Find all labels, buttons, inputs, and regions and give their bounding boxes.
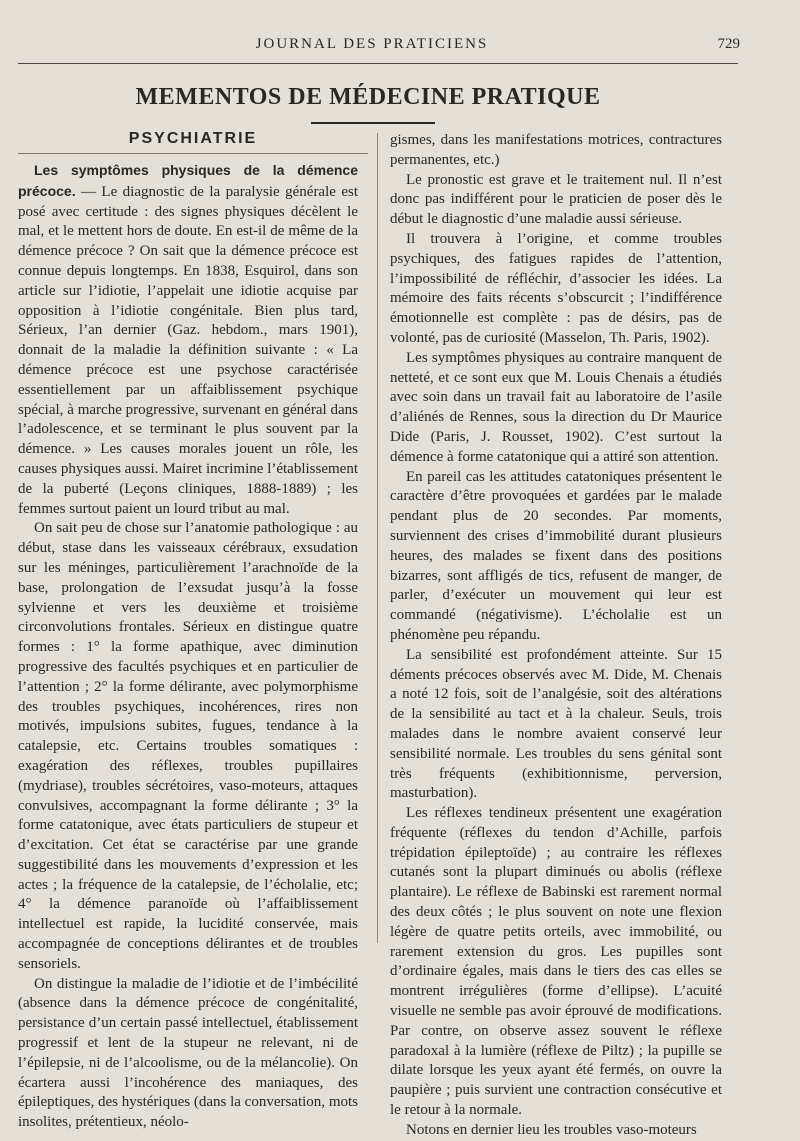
header-rule	[18, 63, 738, 64]
paragraph: Le pronostic est grave et le traitement nul. Il n’est donc pas indifférent pour le praticien de poser dès le début le diagnostic d’une maladie aussi sérieuse.	[390, 171, 722, 228]
paragraph: On distingue la maladie de l’idiotie et de l’imbécilité (absence dans la démence précoce de congénitalité, persistance d’un certain passé intellectuel, établissement progressif et lent de la stupeur ne relevant, ni de l’épilepsie, ni de l’alcoolisme, ou de la mélancolie). On écartera aussi l’incohérence des maniaques, des épileptiques, des hystériques (dans la conversation, mots insolites, prétentieux, néolo-	[18, 975, 358, 1131]
paragraph: Les symptômes physiques au contraire manquent de netteté, et ce sont eux que M. Louis Chenais a étudiés avec soin dans un travail fait au laboratoire de l’asile d’aliénés de Rennes, sous la direction du Dr Maurice Dide (Paris, J. Rousset, 1902). C’est surtout la démence à forme catatonique qui a attiré son attention.	[390, 349, 722, 465]
column-divider	[377, 133, 378, 943]
running-head: JOURNAL DES PRATICIENS	[255, 36, 489, 52]
page-number: 729	[717, 36, 740, 52]
paragraph: Il trouvera à l’origine, et comme troubles psychiques, des fatigues rapides de l’attention, l’impossibilité de réfléchir, d’associer les idées. La mémoire des faits récents s’obscurcit ; l’indifférence émotionnelle est complète : pas de désirs, pas de volonté, pas de curiosité (Masselon, Th. Paris, 1902).	[390, 230, 722, 346]
page-title: MEMENTOS DE MÉDECINE PRATIQUE	[135, 84, 601, 110]
paragraph: Les réflexes tendineux présentent une exagération fréquente (réflexes du tendon d’Achille, parfois trépidation épileptoïde) ; au contraire les réflexes cutanés sont la plupart diminués ou abolis (réflexe plantaire). Le réflexe de Babinski est rarement normal des deux côtés ; le plus souvent on note une flexion légère de quatre petits orteils, avec immobilité, ou rarement extension du gros. Les pupilles sont d’ordinaire égales, mais dans le tiers des cas elles se montrent irrégulières (forme d’ellipse). L’acuité visuelle ne semble pas avoir éprouvé de modifications. Par contre, on observe assez souvent le réflexe paradoxal à la lumière (réflexe de Piltz) ; la pupille se dilate lorsque les yeux ayant été fermés, on ouvre la paupière ; puis survient une contraction consécutive et le retour à la normale.	[390, 805, 722, 1119]
paragraph: La sensibilité est profondément atteinte. Sur 15 déments précoces observés avec M. Dide, M. Chenais a noté 12 fois, soit de l’analgésie, soit des altérations de la sensibilité au tact et à la chaleur. Seuls, trois malades dans le nombre avaient conservé leur sensibilité normale. Les troubles du sens génital sont très fréquents (exhibitionnisme, perversion, masturbation).	[390, 646, 722, 802]
section-rule	[18, 153, 368, 154]
paragraph: En pareil cas les attitudes catatoniques présentent le caractère d’être provoquées et gardées par le malade pendant plus de 20 secondes. Par moments, surviennent des crises d’immobilité durant plusieurs heures, des malades se fixent dans des positions bizarres, sont affligés de tics, refusent de manger, de parler, d’exécuter un mouvement qui leur est commandé (négativisme). L’écholalie est un phénomène peu répandu.	[390, 468, 722, 643]
paragraph: Notons en dernier lieu les troubles vaso-moteurs	[406, 1121, 697, 1138]
paragraph	[18, 161, 358, 519]
right-column	[390, 131, 722, 1141]
left-column	[18, 161, 358, 1133]
title-rule	[311, 122, 435, 124]
section-heading: PSYCHIATRIE	[128, 130, 258, 147]
paragraph: On sait peu de chose sur l’anatomie pathologique : au début, stase dans les vaisseaux cérébraux, exsudation sur les méninges, particulièrement l’arachnoïde de la base, prolongation de l’exsudat jusqu’à la fosse sylvienne et vers les deuxième et troisième circonvolutions frontales. Sérieux en distingue quatre formes : 1° la forme apathique, avec diminution progressive des facultés psychiques et en particulier de l’attention ; 2° la forme délirante, avec polymorphisme des troubles psychiques, incohérences, rires non motivés, impulsions subites, fugues, tendance à la catalepsie, etc. Certains troubles somatiques : exagération des réflexes, troubles pupillaires (mydriase), troubles sécrétoires, vaso-moteurs, attaques convulsives, accompagnant la forme délirante ; 3° la forme catatonique, avec états particuliers de stupeur et d’excitation. Cet état se caractérise par une grande suggestibilité dans les mouvements d’expression et les actes ; la fréquence de la catalepsie, de l’écholalie, etc; 4° la démence paranoïde où l’affaiblissement intellectuel est rapide, la lucidité conservée, mais accompagnée de conceptions délirantes et de troubles sensoriels.	[18, 520, 358, 972]
article-subhead: Les symptômes physiques de la démence précoce.	[18, 162, 358, 199]
paragraph-text: — Le diagnostic de la paralysie générale est posé avec certitude : des signes physiques décèlent le mal, et le mettent hors de doute. En est-il de même de la démence précoce ? On sait que la démence précoce est connue depuis longtemps. En 1838, Esquirol, dans son article sur l’idiotie, l’appelait une idiotie acquise par opposition à l’idiotie congénitale. Bien plus tard, Sérieux, l’an dernier (Gaz. hebdom., mars 1901), donnait de la maladie la définition suivante : « La démence précoce est une psychose caractérisée essentiellement par un affaiblissement psychique spécial, à marche progressive, survenant en général dans l’adolescence, et se terminant le plus souvent par la démence. » Les causes morales jouent un rôle, les causes physiques aussi. Mairet incrimine l’établissement de la puberté (Leçons cliniques, 1888-1889) ; les femmes surtout paient un lourd tribut au mal.	[18, 183, 358, 517]
paragraph: gismes, dans les manifestations motrices, contractures permanentes, etc.)	[390, 132, 722, 168]
